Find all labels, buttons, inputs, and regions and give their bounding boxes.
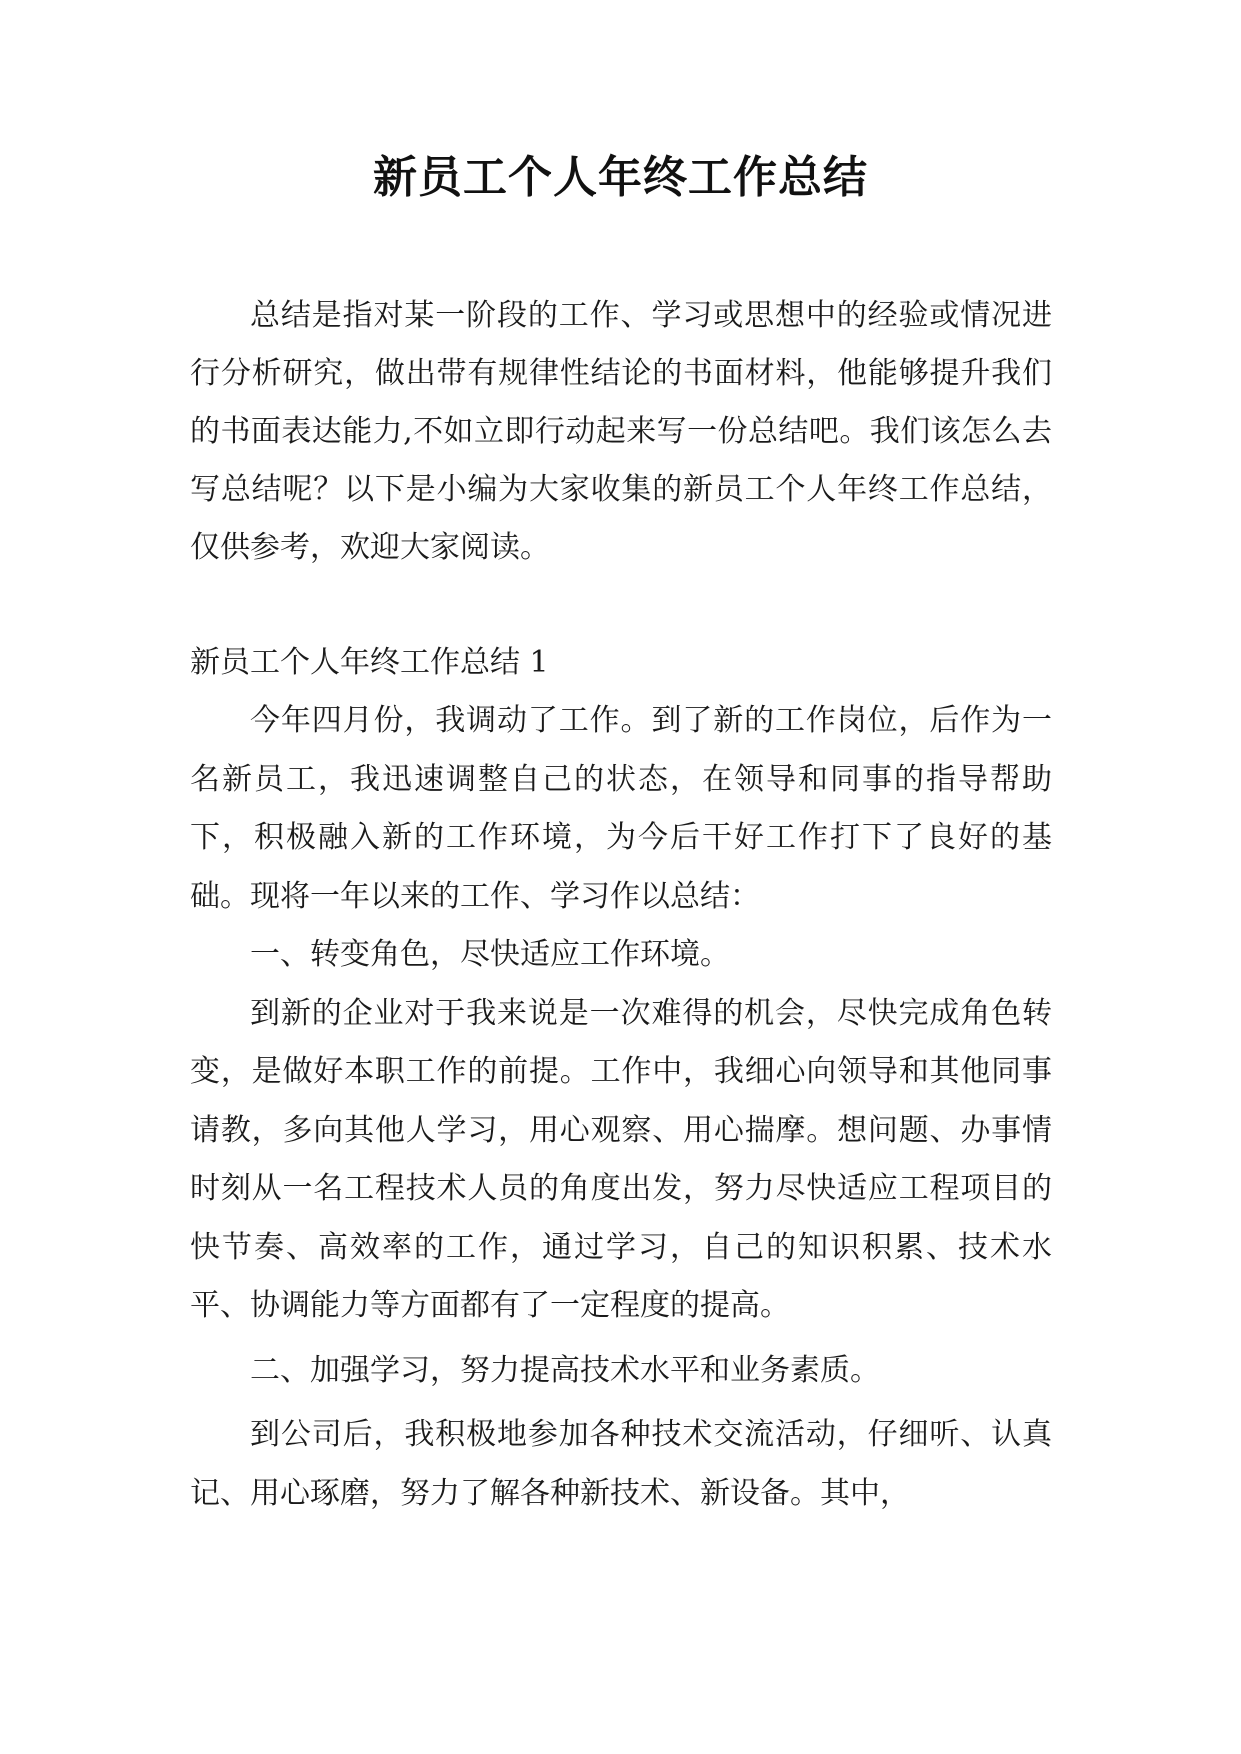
body-paragraph: 今年四月份，我调动了工作。到了新的工作岗位，后作为一名新员工，我迅速调整自己的状态，在领导和同事的指导帮助下，积极融入新的工作环境，为今后干好工作打下了良好的基础。现将一年以来的工作、学习作以总结： bbox=[190, 703, 1052, 914]
document-body bbox=[190, 287, 1052, 1523]
intro-paragraph: 总结是指对某一阶段的工作、学习或思想中的经验或情况进行分析研究，做出带有规律性结论的书面材料，他能够提升我们的书面表达能力,不如立即行动起来写一份总结吧。我们该怎么去写总结呢？以下是小编为大家收集的新员工个人年终工作总结，仅供参考，欢迎大家阅读。 bbox=[190, 298, 1052, 565]
body-paragraph: 到新的企业对于我来说是一次难得的机会，尽快完成角色转变，是做好本职工作的前提。工作中，我细心向领导和其他同事请教，多向其他人学习，用心观察、用心揣摩。想问题、办事情时刻从一名工程技术人员的角度出发，努力尽快适应工程项目的快节奏、高效率的工作，通过学习，自己的知识积累、技术水平、协调能力等方面都有了一定程度的提高。 bbox=[190, 995, 1052, 1323]
section-heading: 新员工个人年终工作总结 1 bbox=[190, 645, 549, 680]
subheading-paragraph: 二、加强学习，努力提高技术水平和业务素质。 bbox=[250, 1352, 880, 1388]
subheading-paragraph: 一、转变角色，尽快适应工作环境。 bbox=[250, 937, 730, 972]
body-paragraph: 到公司后，我积极地参加各种技术交流活动，仔细听、认真记、用心琢磨，努力了解各种新技术、新设备。其中， bbox=[190, 1417, 1052, 1511]
document-title: 新员工个人年终工作总结 bbox=[373, 152, 868, 203]
